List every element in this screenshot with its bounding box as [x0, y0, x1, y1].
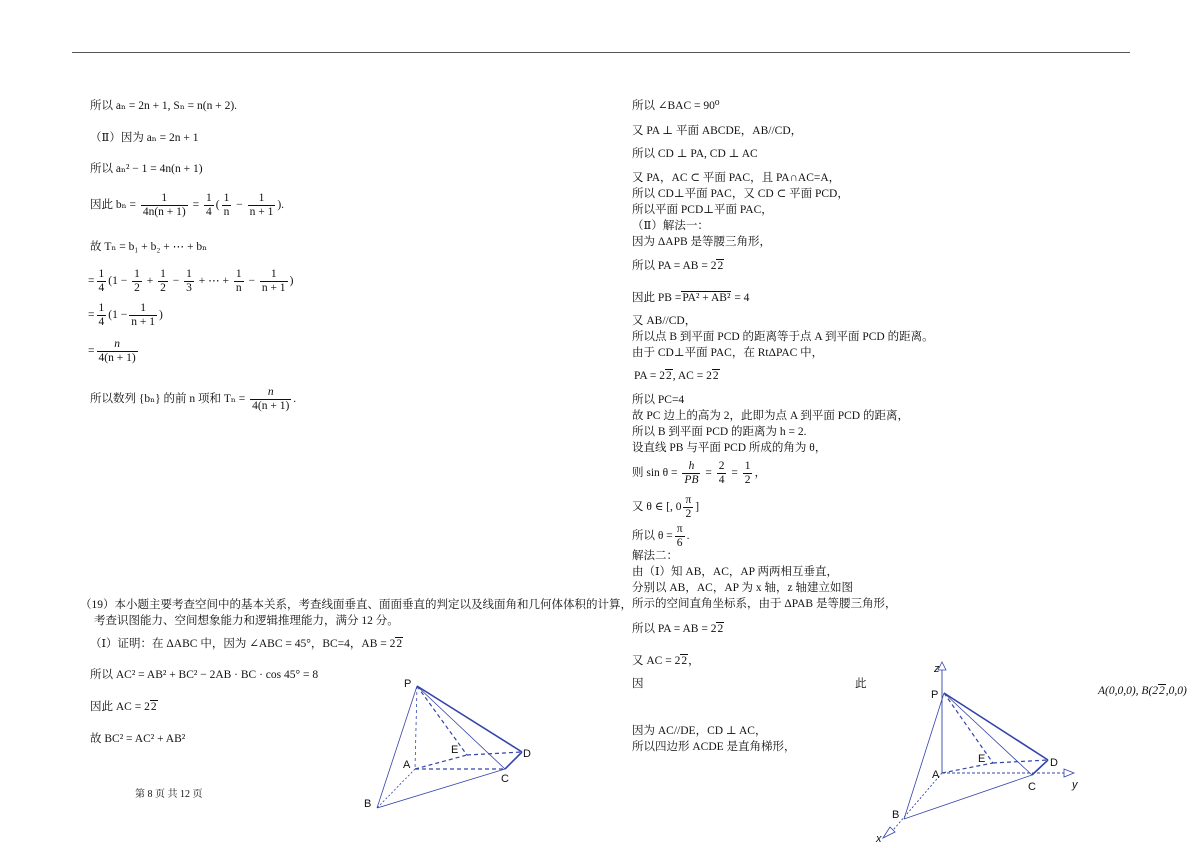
r-line-5: 所以 CD⊥平面 PAC，又 CD ⊂ 平面 PCD，: [632, 188, 849, 200]
frac-den: 4(n + 1): [252, 400, 290, 412]
eq-bn: [90, 192, 284, 219]
r-line-6: 所以平面 PCD⊥平面 PAC，: [632, 204, 773, 216]
paren: (1 −: [108, 275, 128, 288]
edge-pb: [377, 686, 417, 808]
r-text: = 4: [731, 292, 750, 304]
label-e: E: [978, 753, 986, 765]
sqrt: 2: [150, 701, 157, 713]
sqrt: 2: [717, 623, 724, 635]
sqrt: 2: [717, 260, 724, 272]
frac-num: π: [676, 523, 683, 535]
label-a: A: [932, 769, 940, 781]
frac: [250, 386, 291, 413]
eq-an-square: 所以 aₙ² − 1 = 4n(n + 1): [90, 163, 203, 175]
edge-pa: [415, 686, 417, 769]
frac-num: 1: [129, 302, 157, 316]
proof-line-4: 故 BC² = AC² + AB²: [90, 733, 186, 745]
edge-pb: [904, 693, 944, 819]
edge-pc: [944, 693, 1032, 775]
r-line-21: [632, 523, 689, 550]
r-line-30: 所以四边形 ACDE 是直角梯形，: [632, 741, 796, 753]
paren: (1 −: [108, 309, 128, 322]
r-line-26: [632, 622, 724, 636]
frac: [129, 302, 157, 329]
frac-den: 4: [206, 206, 212, 218]
r-text: 又 AC = 2: [632, 655, 681, 667]
paren: ).: [277, 199, 285, 212]
frac-den: 4(n + 1): [98, 352, 136, 364]
sqrt: 2: [1159, 685, 1165, 697]
frac: [260, 268, 288, 295]
frac-num: n: [97, 338, 138, 352]
coordinate-pyramid-figure: [870, 658, 1090, 843]
frac: [222, 192, 232, 219]
r-line-19: [632, 460, 766, 487]
eq-tn-expand: [88, 268, 293, 295]
r-text: 又 θ ∈ [, 0: [632, 501, 682, 514]
r-line-8: 因为 ΔAPB 是等腰三角形，: [632, 236, 772, 248]
frac-den: PB: [684, 474, 699, 486]
frac: [248, 192, 276, 219]
frac-num: 1: [235, 268, 242, 280]
frac-den: n: [223, 206, 230, 218]
r-line-16: 故 PC 边上的高为 2，此即为点 A 到平面 PCD 的距离，: [632, 410, 909, 422]
r-text: A(0,0,0), B(2: [1098, 685, 1159, 697]
r-line-27: [632, 654, 700, 668]
r-text: ,0,0): [1165, 685, 1187, 697]
r-line-20: [632, 494, 699, 521]
frac: [97, 268, 107, 295]
label-d: D: [1050, 757, 1058, 769]
eq-sign: =: [88, 275, 95, 288]
r-text: ]: [695, 501, 700, 514]
eq-tn-conclusion: [90, 386, 296, 413]
eq-sign: =: [705, 467, 712, 480]
r-line-28-a: 因: [632, 678, 644, 690]
frac-den: n + 1: [261, 282, 286, 294]
r-line-3: 所以 CD ⊥ PA, CD ⊥ AC: [632, 148, 758, 160]
r-line-18: 设直线 PB 与平面 PCD 所成的角为 θ，: [632, 442, 827, 454]
r-line-15: 所以 PC=4: [632, 394, 685, 406]
edge-bc: [904, 775, 1032, 819]
r-line-9: [632, 259, 724, 273]
eq-sign: =: [192, 199, 200, 212]
frac-den: 2: [744, 474, 751, 486]
minus-sign: −: [172, 275, 180, 288]
edge-ae: [942, 763, 993, 773]
proof-line-3: [90, 700, 158, 714]
frac-den: n + 1: [131, 316, 155, 328]
frac-den: 4n(n + 1): [142, 206, 186, 218]
label-y: y: [1072, 779, 1078, 791]
frac-num: 1: [248, 192, 276, 206]
q19-intro-1: （19）本小题主要考查空间中的基本关系，考查线面垂直、面面垂直的判定以及线面角和几何体体积的计算，: [80, 599, 632, 611]
eq-sign: =: [731, 467, 738, 480]
frac: [97, 338, 138, 365]
sqrt: 2: [681, 655, 688, 667]
top-rule: [72, 52, 1130, 53]
edge-pe: [417, 686, 467, 755]
period: .: [293, 393, 297, 406]
eq-sign: =: [88, 345, 95, 358]
method2: 解法二：: [632, 550, 678, 562]
frac-den: 2: [134, 282, 140, 294]
frac-num: 1: [98, 302, 105, 314]
edge-pc: [417, 686, 505, 769]
frac: [675, 523, 685, 550]
frac-den: n: [235, 282, 242, 294]
frac-den: 4: [718, 474, 725, 486]
pyramid-figure: [360, 676, 560, 816]
sqrt: 2: [396, 638, 403, 650]
frac-num: n: [250, 386, 291, 400]
frac: [717, 460, 727, 487]
r-line-13: 由于 CD⊥平面 PAC，在 RtΔPAC 中，: [632, 347, 824, 359]
label-p: P: [404, 678, 412, 690]
r-line-2: 又 PA ⊥ 平面 ABCDE，AB//CD，: [632, 125, 803, 137]
r-text: .: [686, 530, 690, 543]
minus-sign: −: [236, 199, 243, 212]
eq-bn-prefix: 因此 bₙ =: [90, 199, 136, 212]
frac-num: 1: [744, 460, 751, 472]
frac-den: n + 1: [249, 206, 274, 218]
frac-den: 4: [98, 316, 105, 328]
r-line-11: 又 AB//CD，: [632, 315, 697, 327]
frac: [184, 268, 194, 295]
dots: + ⋯ +: [198, 275, 229, 288]
sqrt: 2: [666, 370, 672, 382]
proof-line-1: [90, 637, 403, 651]
axis-x-arrow: [883, 827, 895, 838]
label-c: C: [1028, 781, 1036, 793]
edge-ed: [993, 760, 1048, 763]
r-line-4: 又 PA，AC ⊂ 平面 PAC，且 PA∩AC=A，: [632, 172, 841, 184]
edge-ed: [467, 752, 522, 755]
paren: ): [158, 309, 163, 322]
r-line-28-b: 此: [855, 678, 867, 690]
proof-text: 因此 AC = 2: [90, 701, 150, 713]
eq-an-sn: 所以 aₙ = 2n + 1, Sₙ = n(n + 2).: [90, 100, 238, 112]
part2-an: （Ⅱ）因为 aₙ = 2n + 1: [90, 132, 199, 144]
edge-pe: [944, 693, 993, 763]
label-b: B: [364, 798, 372, 810]
page-footer: 第 8 页 共 12 页: [135, 789, 203, 800]
r-line-29: 因为 AC//DE，CD ⊥ AC，: [632, 725, 767, 737]
r-line-23: 由（Ⅰ）知 AB，AC，AP 两两相互垂直，: [632, 566, 839, 578]
r-text: 所以 θ =: [632, 530, 673, 543]
r-text: , AC = 2: [672, 370, 712, 382]
r-text: ，: [688, 655, 700, 667]
r-text: ，: [754, 467, 766, 480]
frac-den: 2: [685, 508, 692, 520]
label-e: E: [451, 744, 459, 756]
angle-bac: 所以 ∠BAC = 90⁰: [632, 100, 720, 112]
frac: [683, 494, 693, 521]
axis-y-arrow: [1064, 769, 1074, 777]
r-line-14: [634, 369, 720, 383]
edge-ae: [415, 755, 467, 769]
eq-sign: =: [88, 309, 95, 322]
frac-num: 1: [141, 192, 188, 206]
frac-num: 1: [206, 192, 212, 204]
conclusion-prefix: 所以数列 {bₙ} 的前 n 项和 Tₙ =: [90, 393, 246, 406]
r-text: PA = 2: [634, 370, 665, 382]
r-text: 因此 PB =: [632, 292, 682, 304]
minus-sign: −: [248, 275, 255, 288]
plus-sign: +: [146, 275, 154, 288]
paren: ): [289, 275, 294, 288]
label-a: A: [403, 759, 411, 771]
r-line-17: 所以 B 到平面 PCD 的距离为 h = 2.: [632, 426, 807, 438]
label-p: P: [931, 689, 939, 701]
frac-num: 1: [223, 192, 230, 204]
proof-text: （Ⅰ）证明：在 ΔABC 中，因为 ∠ABC = 45°，BC=4，AB = 2: [90, 638, 396, 650]
sqrt: 2: [712, 370, 719, 382]
proof-line-2: 所以 AC² = AB² + BC² − 2AB · BC · cos 45° = 8: [90, 669, 319, 681]
frac: [97, 302, 107, 329]
frac: [158, 268, 168, 295]
r-text: 所以 PA = AB = 2: [632, 260, 717, 272]
frac: [743, 460, 753, 487]
frac-den: 3: [186, 282, 192, 294]
frac-num: π: [685, 494, 692, 506]
q19-intro-2: 考查识图能力、空间想象能力和逻辑推理能力，满分 12 分。: [94, 615, 399, 627]
frac-den: 6: [676, 537, 683, 549]
frac: [682, 460, 700, 487]
frac-den: 2: [160, 282, 166, 294]
frac-num: 1: [134, 268, 140, 280]
frac: [132, 268, 142, 295]
r-line-10: [632, 291, 749, 305]
frac-num: h: [682, 460, 700, 474]
eq-tn-simplify: [88, 302, 163, 329]
axis-x: [888, 773, 942, 836]
r-text: 所以 PA = AB = 2: [632, 623, 717, 635]
label-b: B: [892, 809, 900, 821]
frac: [234, 268, 244, 295]
label-x: x: [876, 833, 882, 845]
eq-tn-result: [88, 338, 140, 365]
r-line-12: 所以点 B 到平面 PCD 的距离等于点 A 到平面 PCD 的距离。: [632, 331, 934, 343]
frac-num: 1: [260, 268, 288, 282]
frac-num: 1: [98, 268, 105, 280]
frac: [204, 192, 214, 219]
edge-cd: [505, 752, 522, 769]
label-d: D: [523, 748, 531, 760]
frac-num: 1: [160, 268, 166, 280]
r-text: 则 sin θ =: [632, 467, 678, 480]
sqrt: PA² + AB²: [682, 292, 731, 304]
edge-bc: [377, 769, 505, 808]
label-z: z: [934, 663, 940, 675]
frac-num: 1: [186, 268, 192, 280]
r-line-24: 分别以 AB，AC，AP 为 x 轴，z 轴建立如图: [632, 582, 853, 594]
frac: [141, 192, 188, 219]
r-line-28-coords: [1098, 684, 1187, 698]
frac-den: 4: [98, 282, 105, 294]
paren: (: [215, 199, 220, 212]
edge-pd: [417, 686, 522, 752]
frac-num: 2: [718, 460, 725, 472]
part2-method1: （Ⅱ）解法一：: [632, 220, 709, 232]
r-line-25: 所示的空间直角坐标系，由于 ΔPAB 是等腰三角形，: [632, 598, 897, 610]
label-c: C: [501, 773, 509, 785]
edge-pd: [944, 693, 1048, 760]
eq-tn-sum: 故 Tₙ = b₁ + b₂ + ⋯ + bₙ: [90, 241, 208, 253]
